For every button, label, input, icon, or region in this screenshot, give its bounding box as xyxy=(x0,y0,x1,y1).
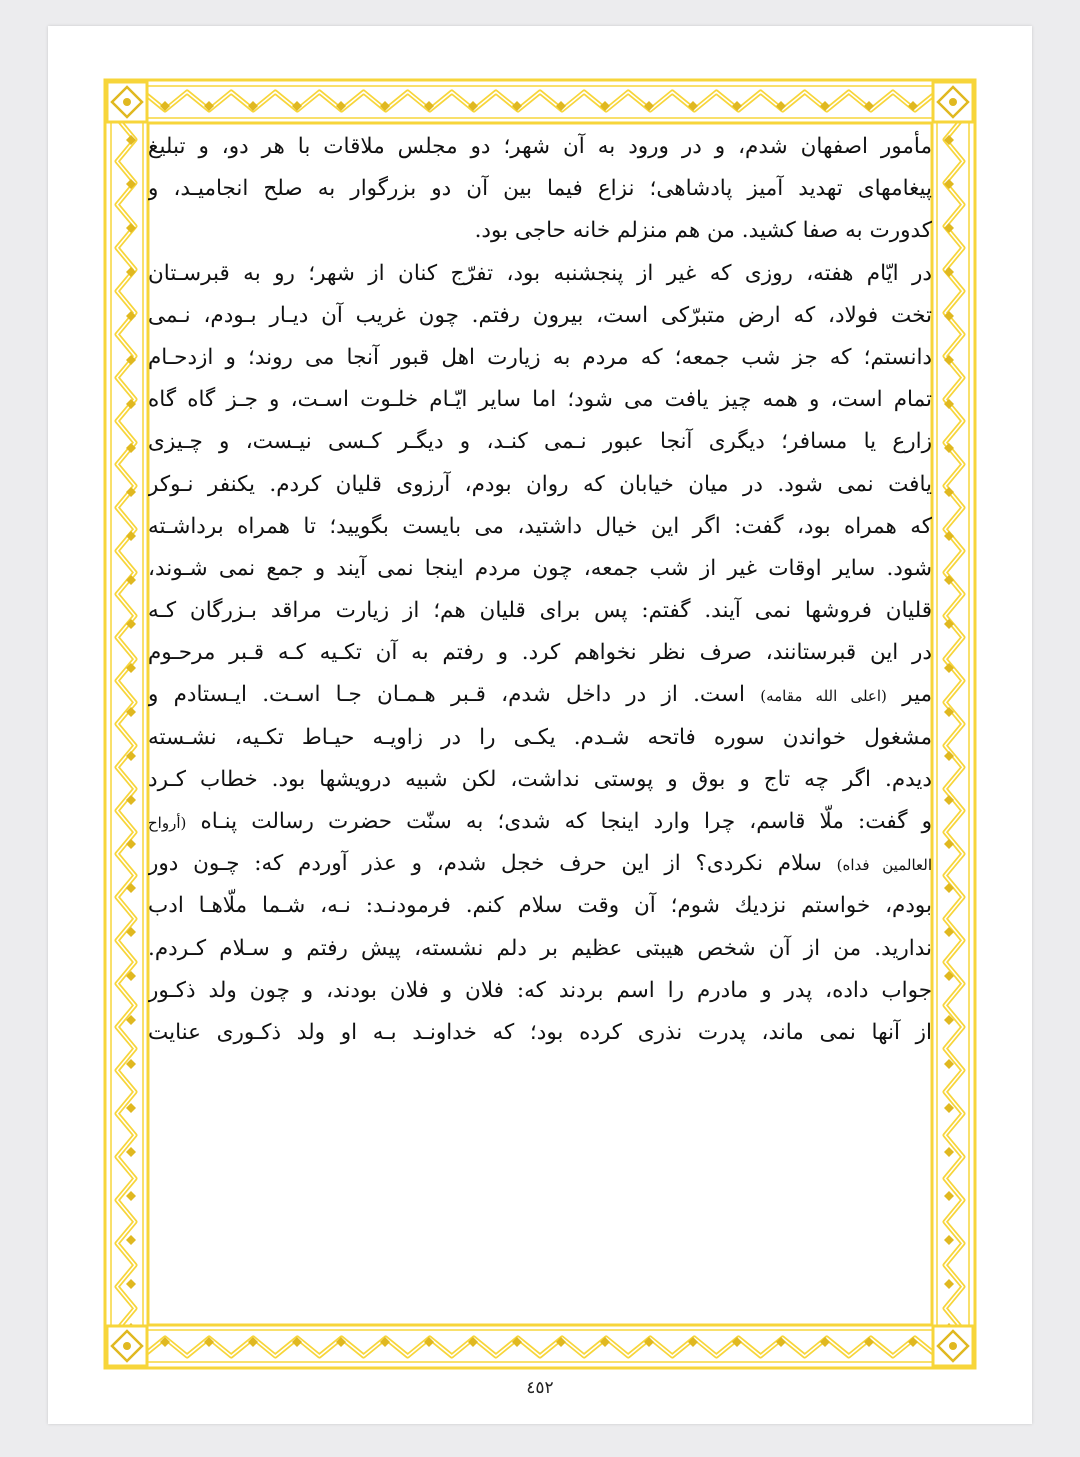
text-line xyxy=(148,337,932,379)
text-line xyxy=(148,421,932,463)
text-segment: از آنها نمى ماند، پدرت نذرى كرده بود؛ كه خداونـد بـه او ولد ذكـورى عنايت xyxy=(148,1019,932,1045)
text-line xyxy=(148,801,932,843)
text-line xyxy=(148,379,932,421)
text-segment: مشغول خواندن سوره فاتحه شـدم. يكـى را در زاويـه حيـاط تكـيه، نشـسته xyxy=(148,724,932,750)
text-line xyxy=(148,295,932,337)
page-number: ٤٥٢ xyxy=(526,1378,554,1398)
text-segment: نداريد. من از آن شخص هيبتى عظيم بر دلم نشسته، پيش رفتم و سـلام كـردم. xyxy=(148,935,932,961)
honorific-annotation: العالمين فداه) xyxy=(836,856,932,875)
text-segment: و گفت: ملّا قاسم، چرا وارد اينجا كه شدى؛ به سنّت حضرت رسالت پنـاه xyxy=(186,809,932,834)
text-segment: پيغامهاى تهديد آميز پادشاهى؛ نزاع فيما بين آن دو بزرگوار به صلح انجاميـد، و xyxy=(148,176,932,202)
text-segment: در ايّام هفته، روزى كه غير از پنجشنبه بود، تفرّج كنان از شهر؛ رو به قبرسـتان xyxy=(148,260,932,286)
text-segment: بودم، خواستم نزديك شوم؛ آن وقت سلام كنم. فرمودنـد: نـه، شـما ملّاهـا ادب xyxy=(148,893,932,919)
text-line xyxy=(148,590,932,632)
honorific-annotation: (اعلى الله مقامه) xyxy=(760,687,887,706)
text-line xyxy=(148,674,932,716)
text-segment: ديدم. اگر چه تاج و بوق و پوستى نداشت، لكن شبيه درويشها بود. خطاب كـرد xyxy=(148,766,932,792)
text-line xyxy=(148,717,932,759)
text-segment: كه همراه بود، گفت: اگر اين خيال داشتيد، مى بايست بگوييد؛ تا همراه برداشـته xyxy=(148,513,932,539)
text-line xyxy=(148,506,932,548)
text-segment: شود. ساير اوقات غير از شب جمعه، چون مردم اينجا نمى آيند و جمع نمى شـوند، xyxy=(148,555,932,581)
text-line xyxy=(148,885,932,927)
text-segment: كدورت به صفا كشيد. من هم منزلم خانه حاجى بود. xyxy=(474,218,932,244)
text-segment: است. از در داخل شدم، قـبر هـمـان جـا اسـت. ايـستادم و xyxy=(148,682,761,708)
text-segment: تمام است، و همه چيز يافت مى شود؛ اما ساير ايّـام خلـوت اسـت، و جـز گاه گاه xyxy=(148,387,932,413)
text-segment: مير xyxy=(886,682,932,708)
text-line xyxy=(148,632,932,674)
text-line xyxy=(148,464,932,506)
text-line xyxy=(148,253,932,295)
text-segment: دانستم؛ كه جز شب جمعه؛ كه مردم به زيارت اهل قبور آنجا مى روند؛ و ازدحـام xyxy=(148,344,932,370)
text-line xyxy=(148,548,932,590)
text-line xyxy=(148,1012,932,1054)
page-body-text xyxy=(148,126,932,1310)
text-segment: جواب داده، پدر و مادرم را اسم بردند كه: فلان و فلان بودند، و چون ولد ذكـور xyxy=(148,977,932,1003)
text-line xyxy=(148,126,932,168)
text-line xyxy=(148,928,932,970)
text-line xyxy=(148,759,932,801)
text-segment: يافت نمى شود. در ميان خيابان كه روان بودم، آرزوى قليان كردم. يكنفر نـوكر xyxy=(148,471,932,497)
text-segment: مأمور اصفهان شدم، و در ورود به آن شهر؛ دو مجلس ملاقات با هر دو، و تبليغ xyxy=(148,134,932,159)
text-line xyxy=(148,843,932,885)
text-segment: در اين قبرستانند، صرف نظر نخواهم كرد. و رفتم به آن تكـيه كـه قـبر مرحـوم xyxy=(148,640,932,666)
honorific-annotation: (أرواح xyxy=(148,814,187,832)
text-segment: قليان فروشها نمى آيند. گفتم: پس براى قليان هم؛ از زيارت مراقد بـزرگان كـه xyxy=(148,598,932,624)
text-segment: سلام نكردى؟ از اين حرف خجل شدم، و عذر آوردم كه: چـون دور xyxy=(148,851,837,877)
text-line xyxy=(148,210,932,252)
text-line xyxy=(148,168,932,210)
text-line xyxy=(148,970,932,1012)
text-segment: تخت فولاد، كه ارض متبرّكى است، بيرون رفتم. چون غريب آن ديـار بـودم، نـمى xyxy=(148,302,932,328)
text-segment: زارع يا مسافر؛ ديگرى آنجا عبور نـمى كنـد، و ديگـر كـسى نيـست، و چـيزى xyxy=(148,429,932,455)
